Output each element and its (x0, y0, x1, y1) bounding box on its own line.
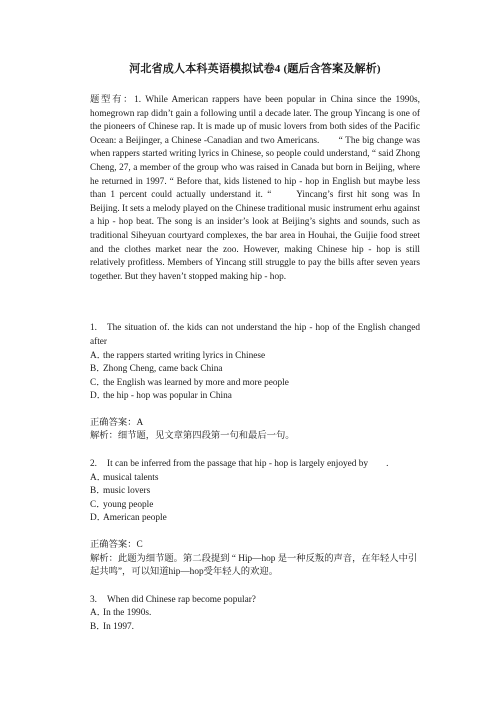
correct-answer: 正确答案：C (90, 540, 143, 551)
answer-analysis: 解析：此题为细节题。第二段提到 “ Hip—hop 是一种反叛的声音，在年轻人中引起共鸣”，可以知道hip—hop受年轻人的欢迎。 (90, 553, 418, 578)
question-number: 2. (90, 459, 97, 470)
question-stem (90, 458, 420, 472)
option-text: music lovers (103, 486, 151, 497)
question-3 (90, 594, 420, 635)
option-b (90, 621, 420, 635)
option-text: the rappers started writing lyrics in Chinese (103, 350, 266, 361)
document-page (90, 62, 420, 649)
option-key: D． (90, 513, 107, 524)
option-b (90, 485, 420, 499)
option-key: A． (90, 608, 107, 619)
question-text: When did Chinese rap become popular? (106, 594, 256, 605)
question-text: The situation of. the kids can not understand the hip - hop of the English changed after (90, 323, 420, 347)
option-key: B． (90, 486, 106, 497)
option-key: D． (90, 391, 107, 402)
option-key: B． (90, 622, 106, 632)
option-text: In 1997. (103, 622, 134, 632)
correct-answer: 正确答案：A (90, 417, 144, 428)
option-text: American people (103, 513, 167, 524)
option-text: musical talents (103, 472, 159, 483)
option-a (90, 472, 420, 486)
reading-passage (90, 94, 420, 284)
document-title: 河北省成人本科英语模拟试卷4 (题后含答案及解析) (129, 63, 381, 75)
option-a (90, 350, 420, 364)
option-b (90, 363, 420, 377)
answer-block (90, 417, 420, 444)
option-text: Zhong Cheng, came back China (103, 364, 223, 375)
answer-block (90, 539, 420, 580)
option-c (90, 377, 420, 391)
passage-text: While American rappers have been popular in China since the 1990s, homegrown rap didn’t gain a following until a decade later. The group Yincang is one of the pioneers of Chinese rap. It is made up of music lovers from both sides of the Pacific Ocean: a Beijinger, a Chinese -Canadian and two Americans. “ The big change was when rappers started writing lyrics in Chinese, so people could understand, “ said Zhong Cheng, 27, a member of the group who was raised in Canada but born in Beijing, where he returned in 1997. “ Before that, kids listened to hip - hop in English but maybe less than 1 percent could actually understand it. “ Yincang’s first hit song was In Beijing. It sets a melody played on the Chinese traditional music instrument erhu against a hip - hop beat. The song is an insider’s look at Beijing’s sights and sounds, such as traditional Siheyuan courtyard complexes, the bar area in Houhai, the Guijie food street and the clothes market near the zoo. However, making Chinese hip - hop is still relatively profitless. Members of Yincang still struggle to pay the bills after seven years together. But they haven’t stopped making hip - hop. (90, 95, 420, 282)
question-text: It can be inferred from the passage that hip - hop is largely enjoyed by (106, 459, 369, 470)
options-list (90, 350, 420, 404)
question-number: 3. (90, 594, 97, 605)
option-d (90, 390, 420, 404)
option-text: the hip - hop was popular in China (103, 391, 232, 402)
option-key: A． (90, 472, 107, 483)
option-key: C． (90, 377, 106, 388)
options-list (90, 472, 420, 526)
question-2 (90, 458, 420, 580)
options-list (90, 607, 420, 634)
question-text-end: . (386, 459, 389, 470)
answer-analysis: 解析：细节题，见文章第四段第一句和最后一句。 (90, 431, 295, 442)
option-d (90, 512, 420, 526)
option-text: In the 1990s. (103, 608, 152, 619)
question-type-lead: 题型有：1. (90, 95, 146, 105)
option-a (90, 607, 420, 621)
option-key: A． (90, 350, 107, 361)
question-stem (90, 594, 420, 608)
option-key: C． (90, 499, 106, 510)
option-text: the English was learned by more and more people (103, 377, 289, 388)
question-number: 1. (90, 323, 97, 334)
option-c (90, 499, 420, 513)
option-key: B． (90, 364, 106, 375)
question-stem (90, 322, 420, 349)
option-text: young people (103, 499, 154, 510)
question-1 (90, 322, 420, 444)
